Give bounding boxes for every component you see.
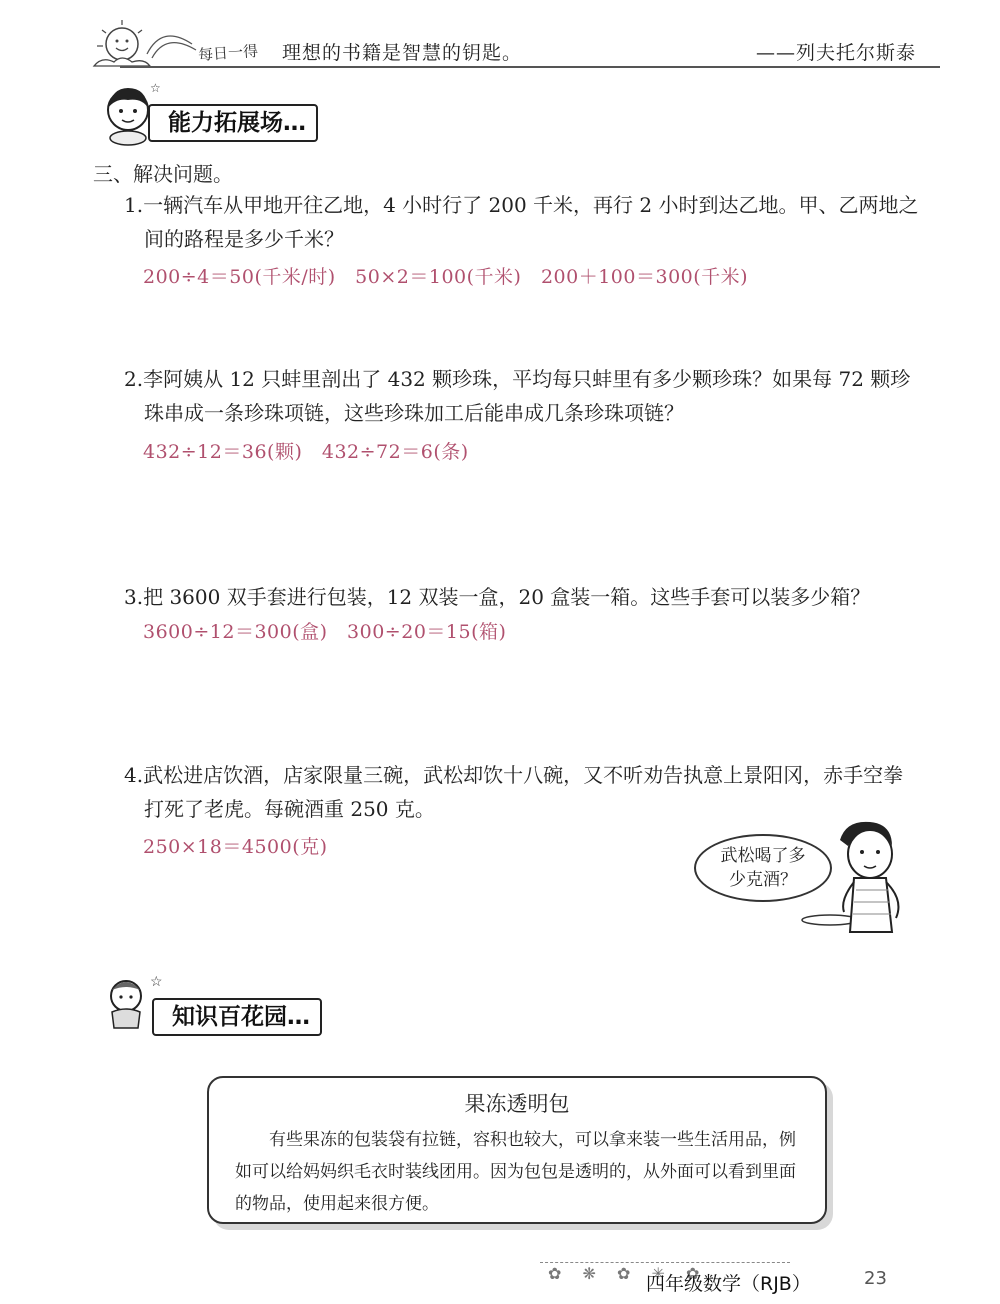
- problem-2-line-2: 珠串成一条珍珠项链，这些珍珠加工后能串成几条珍珠项链？: [144, 401, 684, 425]
- header-author: ——列夫托尔斯泰: [756, 42, 917, 64]
- section-banner-knowledge: 知识百花园…: [152, 998, 322, 1036]
- section-heading: 三、解决问题。: [93, 162, 233, 186]
- daily-tag: 每日一得: [197, 41, 259, 65]
- bubble-line-2: 少克酒？: [729, 870, 797, 890]
- problem-1-line-2: 间的路程是多少千米？: [144, 227, 344, 251]
- knowledge-box: [207, 1076, 827, 1224]
- sun-clouds-decoration: [92, 14, 202, 74]
- problem-4-line-1: 4.武松进店饮酒，店家限量三碗，武松却饮十八碗，又不听劝告执意上景阳冈，赤手空拳: [124, 763, 904, 787]
- problem-3-answer: 3600÷12＝300(盒) 300÷20＝15(箱): [143, 621, 507, 643]
- problem-4-text: [124, 758, 903, 826]
- problem-4-answer: 250×18＝4500(克): [143, 836, 328, 858]
- boy-illustration: [800, 820, 920, 954]
- problem-1-text: [124, 188, 919, 256]
- problem-3-line-1: 3.把 3600 双手套进行包装，12 双装一盒，20 盒装一箱。这些手套可以装多少箱？: [124, 585, 871, 609]
- footer-decoration-line: [540, 1262, 790, 1263]
- svg-text:☆: ☆: [150, 81, 161, 95]
- footer-stars-decoration: ✿ ❋ ✿ ✳ ✿: [548, 1264, 708, 1283]
- bubble-line-1: 武松喝了多: [720, 846, 806, 866]
- problem-3-text: [124, 580, 870, 614]
- svg-text:☆: ☆: [150, 974, 163, 990]
- section-banner-ability: 能力拓展场…: [148, 104, 318, 142]
- header-quote: 理想的书籍是智慧的钥匙。: [282, 42, 523, 64]
- problem-1-line-1: 1.一辆汽车从甲地开往乙地，4 小时行了 200 千米，再行 2 小时到达乙地。甲、乙两地之: [124, 193, 919, 217]
- knowledge-title: 果冻透明包: [464, 1092, 570, 1116]
- footer-grade: 四年级数学（RJB）: [646, 1273, 811, 1295]
- problem-1-answer: 200÷4＝50(千米/时) 50×2＝100(千米) 200＋100＝300(千米): [143, 266, 749, 288]
- problem-2-answer: 432÷12＝36(颗) 432÷72＝6(条): [143, 441, 469, 463]
- problem-4-line-2: 打死了老虎。每碗酒重 250 克。: [144, 797, 435, 821]
- problem-2-line-1: 2.李阿姨从 12 只蚌里剖出了 432 颗珍珠，平均每只蚌里有多少颗珍珠？如果每 72 颗珍: [124, 367, 911, 391]
- problem-2-text: [124, 362, 910, 430]
- header-rule: [120, 66, 940, 68]
- knowledge-body: 有些果冻的包装袋有拉链，容积也较大，可以拿来装一些生活用品，例如可以给妈妈织毛衣时装线团用。因为包包是透明的，从外面可以看到里面的物品，使用起来很方便。: [235, 1130, 796, 1214]
- page-number: 23: [864, 1268, 887, 1289]
